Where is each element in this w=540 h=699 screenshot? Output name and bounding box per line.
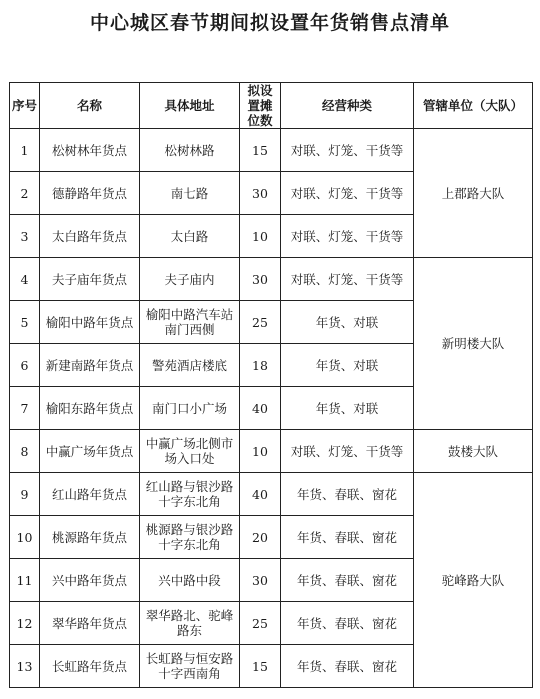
cell-name: 德静路年货点 xyxy=(40,172,140,215)
cell-no: 11 xyxy=(10,559,40,602)
cell-name: 兴中路年货点 xyxy=(40,559,140,602)
cell-unit: 鼓楼大队 xyxy=(414,430,533,473)
cell-no: 5 xyxy=(10,301,40,344)
cell-address: 警苑酒店楼底 xyxy=(140,344,240,387)
cell-address: 南七路 xyxy=(140,172,240,215)
page-title: 中心城区春节期间拟设置年货销售点清单 xyxy=(89,12,450,34)
cell-address: 桃源路与银沙路十字东北角 xyxy=(140,516,240,559)
cell-unit: 驼峰路大队 xyxy=(414,473,533,688)
cell-no: 8 xyxy=(10,430,40,473)
cell-unit: 上郡路大队 xyxy=(414,129,533,258)
cell-no: 7 xyxy=(10,387,40,430)
cell-count: 20 xyxy=(240,516,281,559)
cell-no: 2 xyxy=(10,172,40,215)
cell-no: 10 xyxy=(10,516,40,559)
cell-kinds: 对联、灯笼、干货等 xyxy=(281,215,414,258)
cell-kinds: 对联、灯笼、干货等 xyxy=(281,129,414,172)
cell-count: 25 xyxy=(240,602,281,645)
cell-no: 13 xyxy=(10,645,40,688)
header-address: 具体地址 xyxy=(140,83,240,129)
cell-kinds: 对联、灯笼、干货等 xyxy=(281,430,414,473)
cell-count: 15 xyxy=(240,129,281,172)
cell-name: 翠华路年货点 xyxy=(40,602,140,645)
cell-kinds: 对联、灯笼、干货等 xyxy=(281,172,414,215)
cell-address: 红山路与银沙路十字东北角 xyxy=(140,473,240,516)
cell-address: 南门口小广场 xyxy=(140,387,240,430)
header-no: 序号 xyxy=(10,83,40,129)
table-row xyxy=(10,129,533,172)
cell-name: 长虹路年货点 xyxy=(40,645,140,688)
cell-name: 桃源路年货点 xyxy=(40,516,140,559)
header-kinds: 经营种类 xyxy=(281,83,414,129)
cell-kinds: 年货、对联 xyxy=(281,387,414,430)
cell-address: 中赢广场北侧市场入口处 xyxy=(140,430,240,473)
cell-count: 30 xyxy=(240,559,281,602)
cell-address: 夫子庙内 xyxy=(140,258,240,301)
cell-address: 兴中路中段 xyxy=(140,559,240,602)
cell-no: 9 xyxy=(10,473,40,516)
cell-no: 12 xyxy=(10,602,40,645)
cell-address: 太白路 xyxy=(140,215,240,258)
cell-name: 榆阳东路年货点 xyxy=(40,387,140,430)
cell-count: 25 xyxy=(240,301,281,344)
cell-count: 40 xyxy=(240,473,281,516)
cell-kinds: 年货、春联、窗花 xyxy=(281,602,414,645)
cell-kinds: 年货、春联、窗花 xyxy=(281,516,414,559)
cell-name: 榆阳中路年货点 xyxy=(40,301,140,344)
cell-kinds: 年货、春联、窗花 xyxy=(281,473,414,516)
cell-name: 松树林年货点 xyxy=(40,129,140,172)
cell-kinds: 年货、对联 xyxy=(281,301,414,344)
cell-name: 新建南路年货点 xyxy=(40,344,140,387)
cell-address: 榆阳中路汽车站南门西侧 xyxy=(140,301,240,344)
cell-name: 太白路年货点 xyxy=(40,215,140,258)
cell-name: 夫子庙年货点 xyxy=(40,258,140,301)
cell-count: 10 xyxy=(240,215,281,258)
cell-kinds: 年货、对联 xyxy=(281,344,414,387)
cell-no: 3 xyxy=(10,215,40,258)
table-row xyxy=(10,473,533,516)
cell-no: 6 xyxy=(10,344,40,387)
cell-address: 长虹路与恒安路十字西南角 xyxy=(140,645,240,688)
cell-address: 松树林路 xyxy=(140,129,240,172)
cell-no: 1 xyxy=(10,129,40,172)
cell-name: 中赢广场年货点 xyxy=(40,430,140,473)
cell-address: 翠华路北、驼峰路东 xyxy=(140,602,240,645)
cell-count: 30 xyxy=(240,258,281,301)
cell-no: 4 xyxy=(10,258,40,301)
header-count: 拟设置摊位数 xyxy=(240,83,281,129)
cell-count: 15 xyxy=(240,645,281,688)
cell-name: 红山路年货点 xyxy=(40,473,140,516)
sales-point-table xyxy=(9,82,533,688)
table-row xyxy=(10,258,533,301)
table-row xyxy=(10,430,533,473)
header-name: 名称 xyxy=(40,83,140,129)
cell-count: 18 xyxy=(240,344,281,387)
cell-count: 10 xyxy=(240,430,281,473)
cell-count: 40 xyxy=(240,387,281,430)
header-unit: 管辖单位（大队） xyxy=(414,83,533,129)
cell-kinds: 年货、春联、窗花 xyxy=(281,559,414,602)
cell-kinds: 年货、春联、窗花 xyxy=(281,645,414,688)
cell-unit: 新明楼大队 xyxy=(414,258,533,430)
cell-kinds: 对联、灯笼、干货等 xyxy=(281,258,414,301)
cell-count: 30 xyxy=(240,172,281,215)
table-header-row xyxy=(10,83,533,129)
